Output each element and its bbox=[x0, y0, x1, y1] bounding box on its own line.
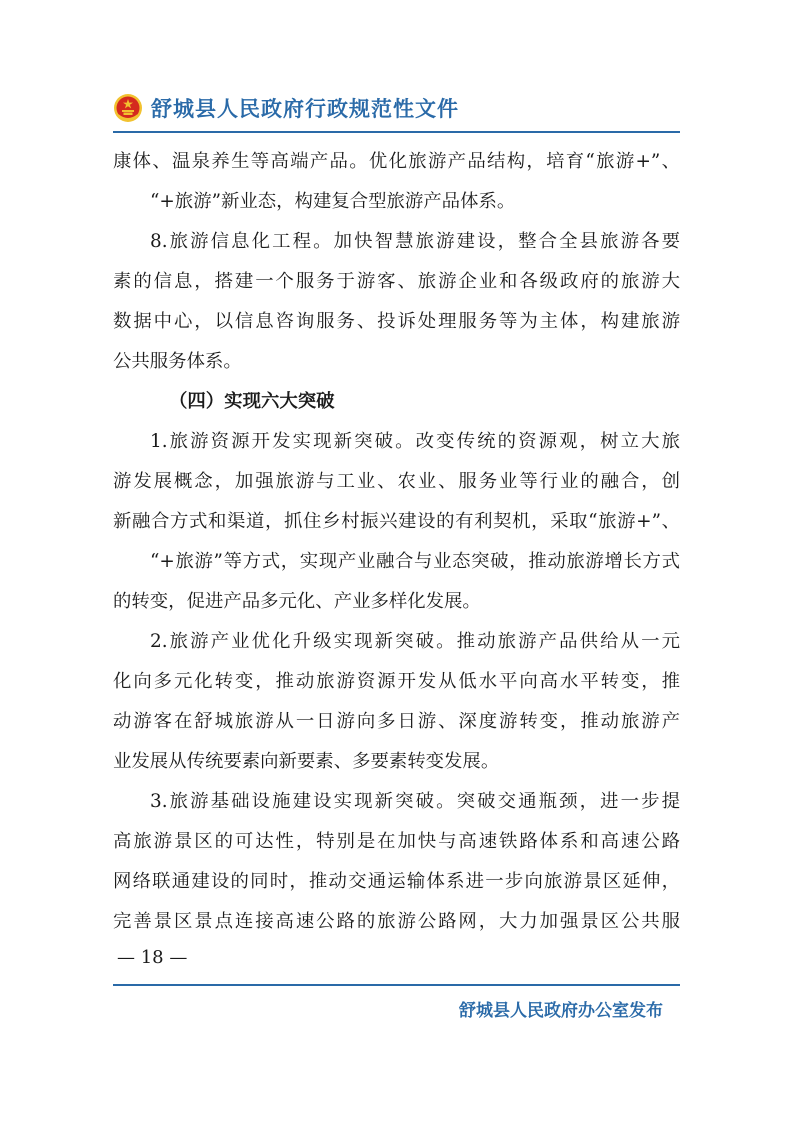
national-emblem-icon bbox=[113, 93, 143, 123]
body-line: “+旅游”新业态，构建复合型旅游产品体系。 bbox=[150, 191, 516, 212]
document-series-title: 舒城县人民政府行政规范性文件 bbox=[151, 97, 459, 121]
body-line: 游发展概念，加强旅游与工业、农业、服务业等行业的融合，创 bbox=[113, 471, 680, 492]
body-line: 2.旅游产业优化升级实现新突破。推动旅游产品供给从一元 bbox=[150, 631, 680, 652]
publisher-label: 舒城县人民政府办公室发布 bbox=[459, 1001, 663, 1021]
body-line: 康体、温泉养生等高端产品。优化旅游产品结构，培育“旅游+”、 bbox=[113, 151, 680, 172]
body-line: 完善景区景点连接高速公路的旅游公路网，大力加强景区公共服 bbox=[113, 911, 680, 932]
body-line: 数据中心，以信息咨询服务、投诉处理服务等为主体，构建旅游 bbox=[113, 311, 680, 332]
header-rule bbox=[113, 131, 680, 133]
body-line: 高旅游景区的可达性，特别是在加快与高速铁路体系和高速公路 bbox=[113, 831, 680, 852]
body-line: 网络联通建设的同时，推动交通运输体系进一步向旅游景区延伸， bbox=[113, 871, 680, 892]
body-line: “+旅游”等方式，实现产业融合与业态突破，推动旅游增长方式 bbox=[150, 551, 680, 572]
body-line: 新融合方式和渠道，抓住乡村振兴建设的有利契机，采取“旅游+”、 bbox=[113, 511, 680, 532]
body-line: 的转变，促进产品多元化、产业多样化发展。 bbox=[113, 591, 481, 612]
body-line: 素的信息，搭建一个服务于游客、旅游企业和各级政府的旅游大 bbox=[113, 271, 680, 292]
section-heading: （四）实现六大突破 bbox=[169, 391, 335, 412]
page-number: — 18 — bbox=[117, 947, 188, 968]
body-line: 1.旅游资源开发实现新突破。改变传统的资源观，树立大旅 bbox=[150, 431, 680, 452]
document-header bbox=[113, 88, 459, 128]
footer-rule bbox=[113, 984, 680, 986]
body-line: 业发展从传统要素向新要素、多要素转变发展。 bbox=[113, 751, 500, 772]
body-line: 公共服务体系。 bbox=[113, 351, 242, 372]
body-line: 8.旅游信息化工程。加快智慧旅游建设，整合全县旅游各要 bbox=[150, 231, 680, 252]
body-line: 3.旅游基础设施建设实现新突破。突破交通瓶颈，进一步提 bbox=[150, 791, 680, 812]
body-line: 化向多元化转变，推动旅游资源开发从低水平向高水平转变，推 bbox=[113, 671, 680, 692]
body-line: 动游客在舒城旅游从一日游向多日游、深度游转变，推动旅游产 bbox=[113, 711, 680, 732]
document-body bbox=[113, 142, 680, 942]
